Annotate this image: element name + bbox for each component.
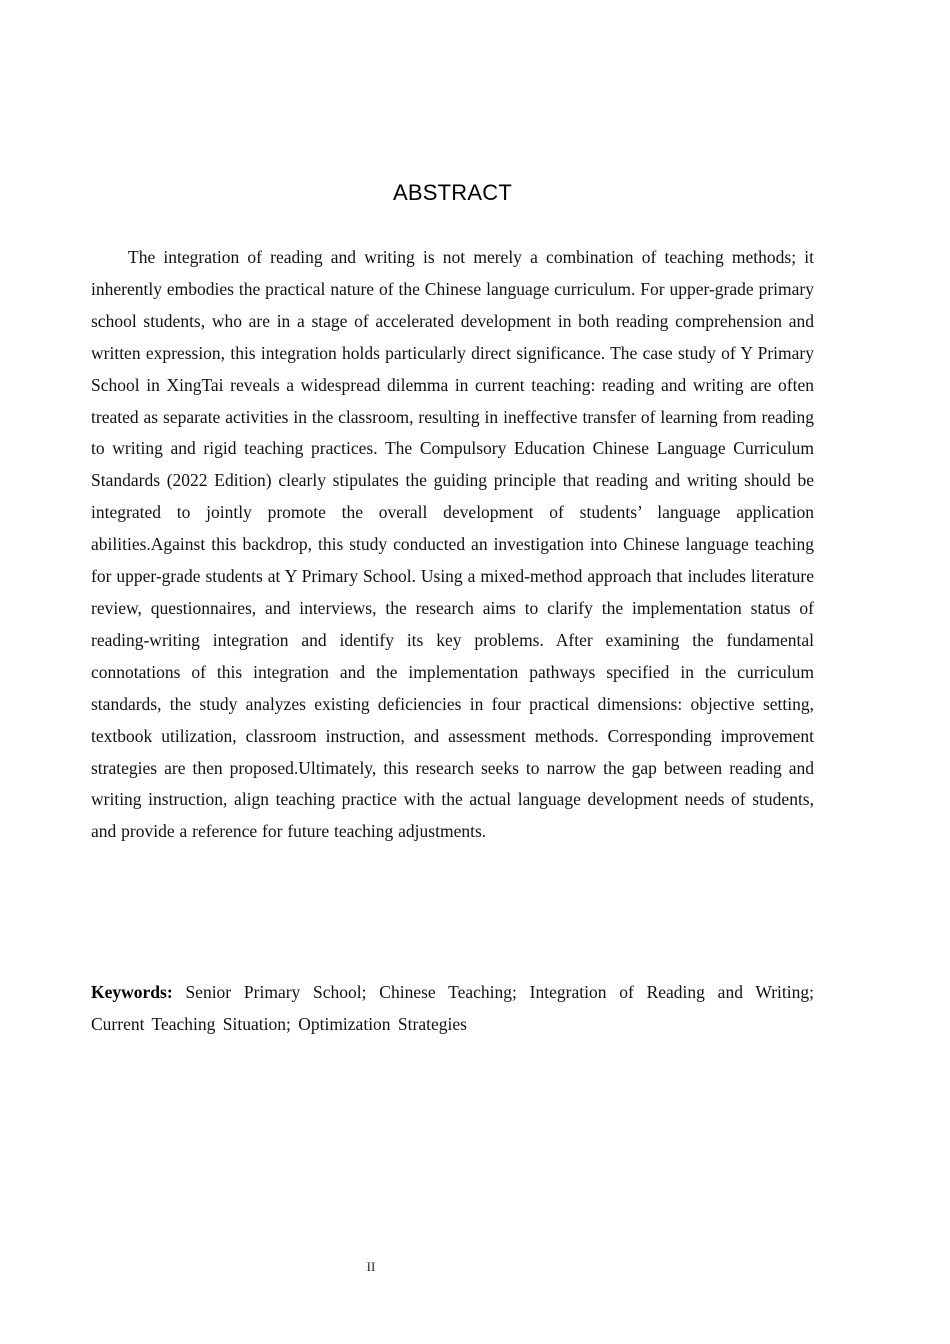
abstract-title: ABSTRACT (393, 180, 512, 205)
keywords-section (91, 976, 814, 1040)
abstract-paragraph: The integration of reading and writing is not merely a combination of teaching methods; it inherently embodies the practical nature of the Chinese language curriculum. For upper-grade primary school students, who are in a stage of accelerated development in both reading comprehension and written expression, this integration holds particularly direct significance. The case study of Y Primary School in XingTai reveals a widespread dilemma in current teaching: reading and writing are often treated as separate activities in the classroom, resulting in ineffective transfer of learning from reading to writing and rigid teaching practices. The Compulsory Education Chinese Language Curriculum Standards (2022 Edition) clearly stipulates the guiding principle that reading and writing should be integrated to jointly promote the overall development of students’ language application abilities.Against this backdrop, this study conducted an investigation into Chinese language teaching for upper-grade students at Y Primary School. Using a mixed-method approach that includes literature review, questionnaires, and interviews, the research aims to clarify the implementation status of reading-writing integration and identify its key problems. After examining the fundamental connotations of this integration and the implementation pathways specified in the curriculum standards, the study analyzes existing deficiencies in four practical dimensions: objective setting, textbook utilization, classroom instruction, and assessment methods. Corresponding improvement strategies are then proposed.Ultimately, this research seeks to narrow the gap between reading and writing instruction, align teaching practice with the actual language development needs of students, and provide a reference for future teaching adjustments. (91, 247, 814, 842)
page-number: II (366, 1259, 376, 1274)
keywords-list: Senior Primary School; Chinese Teaching; Integration of Reading and Writing; Current Teaching Situation; Optimization Strategies (91, 982, 814, 1034)
keywords-label: Keywords: (91, 982, 173, 1002)
